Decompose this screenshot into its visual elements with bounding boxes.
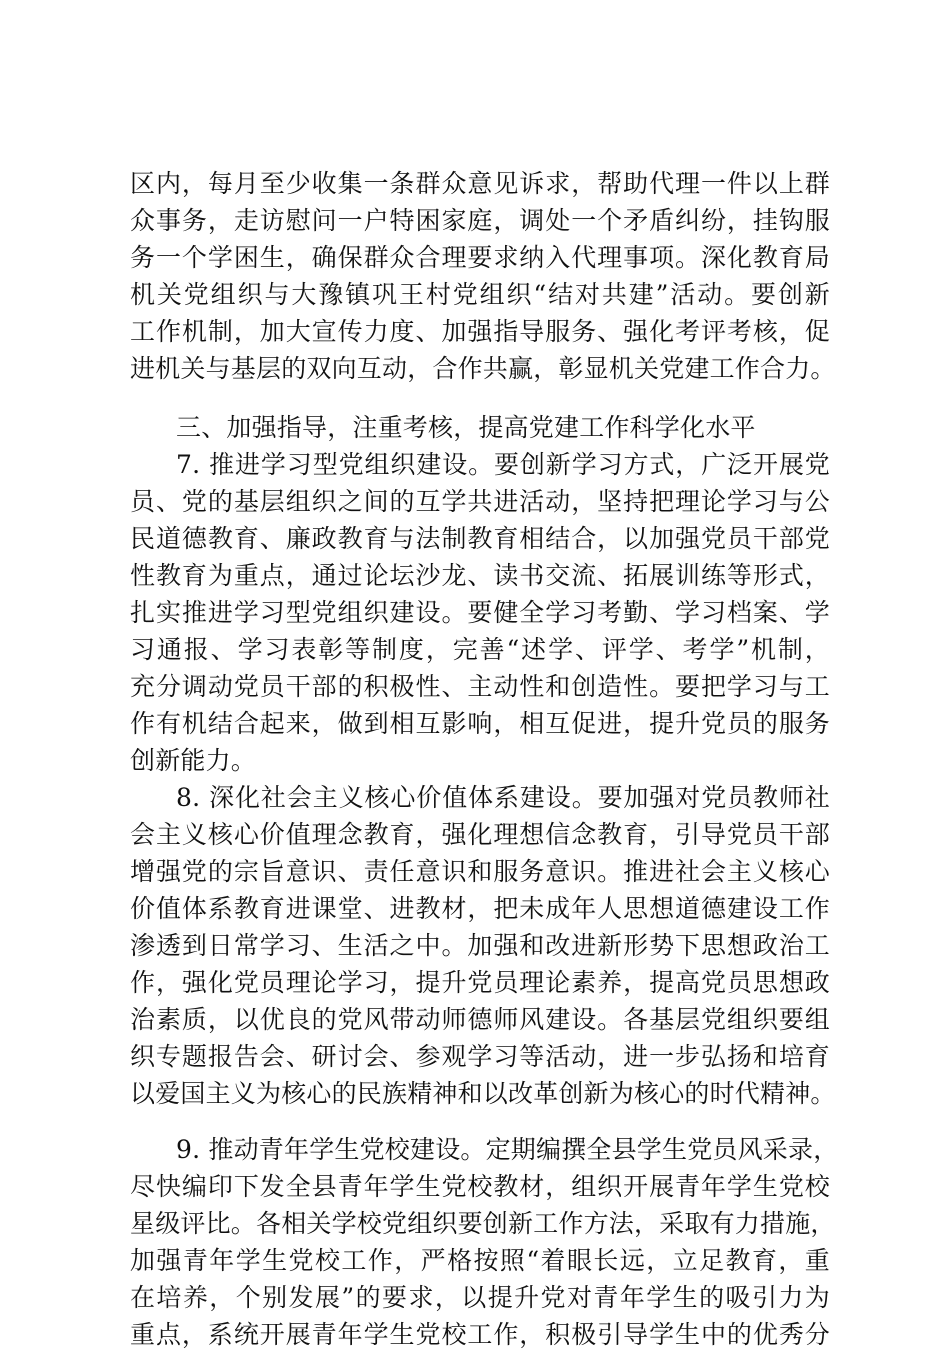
text-line: 9. 推动青年学生党校建设。定期编撰全县学生党员风采录， — [176, 1135, 839, 1164]
text-line: 进机关与基层的双向互动，合作共赢，彰显机关党建工作合力。 — [130, 354, 836, 383]
text-line: 习通报、学习表彰等制度，完善“述学、评学、考学”机制， — [130, 635, 830, 664]
text-line: 尽快编印下发全县青年学生党校教材，组织开展青年学生党校 — [130, 1172, 830, 1201]
text-line: 星级评比。各相关学校党组织要创新工作方法，采取有力措施， — [130, 1209, 836, 1238]
text-line: 治素质，以优良的党风带动师德师风建设。各基层党组织要组 — [130, 1005, 830, 1034]
text-line: 区内，每月至少收集一条群众意见诉求，帮助代理一件以上群 — [130, 169, 830, 198]
text-line: 7. 推进学习型党组织建设。要创新学习方式，广泛开展党 — [176, 450, 830, 479]
text-line: 性教育为重点，通过论坛沙龙、读书交流、拓展训练等形式， — [130, 561, 830, 590]
text-line: 民道德教育、廉政教育与法制教育相结合，以加强党员干部党 — [130, 524, 830, 553]
text-line: 加强青年学生党校工作，严格按照“着眼长远，立足教育，重 — [130, 1246, 830, 1275]
text-line: 8. 深化社会主义核心价值体系建设。要加强对党员教师社 — [176, 783, 830, 812]
text-line: 作有机结合起来，做到相互影响，相互促进，提升党员的服务 — [130, 709, 830, 738]
text-line: 增强党的宗旨意识、责任意识和服务意识。推进社会主义核心 — [130, 857, 830, 886]
text-line: 以爱国主义为核心的民族精神和以改革创新为核心的时代精神。 — [130, 1079, 836, 1108]
text-line: 重点，系统开展青年学生党校工作，积极引导学生中的优秀分 — [130, 1320, 830, 1349]
text-line: 扎实推进学习型党组织建设。要健全学习考勤、学习档案、学 — [130, 598, 830, 627]
text-line: 充分调动党员干部的积极性、主动性和创造性。要把学习与工 — [130, 672, 830, 701]
section-heading: 三、加强指导，注重考核，提高党建工作科学化水平 — [176, 413, 756, 442]
text-line: 众事务，走访慰问一户特困家庭，调处一个矛盾纠纷，挂钩服 — [130, 206, 830, 235]
text-line: 员、党的基层组织之间的互学共进活动，坚持把理论学习与公 — [130, 487, 830, 516]
text-line: 渗透到日常学习、生活之中。加强和改进新形势下思想政治工 — [130, 931, 830, 960]
text-line: 机关党组织与大豫镇巩王村党组织“结对共建”活动。要创新 — [130, 280, 830, 309]
text-line: 会主义核心价值理念教育，强化理想信念教育，引导党员干部 — [130, 820, 830, 849]
text-line: 务一个学困生，确保群众合理要求纳入代理事项。深化教育局 — [130, 243, 830, 272]
text-line: 工作机制，加大宣传力度、加强指导服务、强化考评考核，促 — [130, 317, 830, 346]
text-line: 价值体系教育进课堂、进教材，把未成年人思想道德建设工作 — [130, 894, 830, 923]
text-line: 作，强化党员理论学习，提升党员理论素养，提高党员思想政 — [130, 968, 830, 997]
text-line: 创新能力。 — [130, 746, 257, 775]
text-line: 织专题报告会、研讨会、参观学习等活动，进一步弘扬和培育 — [130, 1042, 830, 1071]
text-line: 在培养，个别发展”的要求，以提升党对青年学生的吸引力为 — [130, 1283, 830, 1312]
